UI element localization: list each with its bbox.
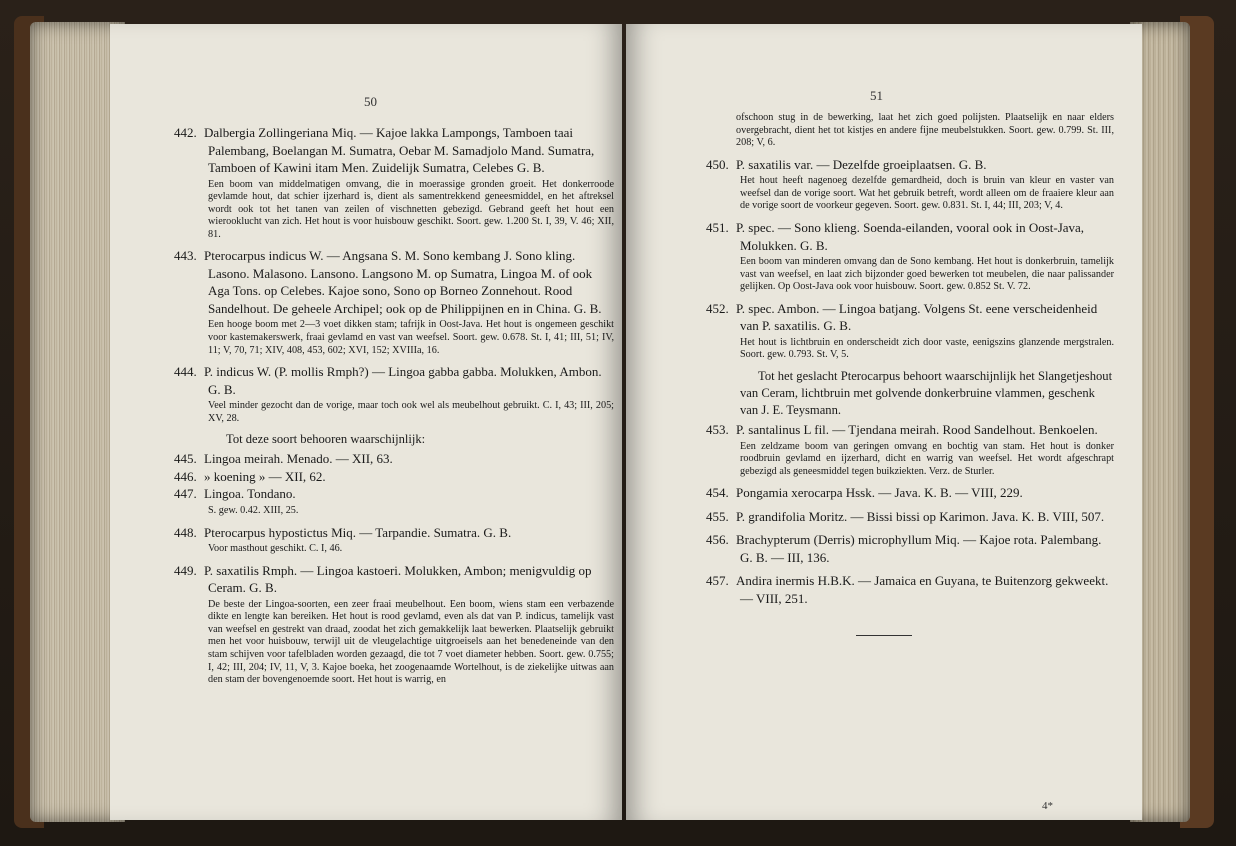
entry-number: 456. [706,532,729,548]
entry-heading: Pterocarpus indicus W. — Angsana S. M. Sono kembang J. Sono kling. Lasono. Malasono. Lansono. Langsono M. op Sumatra, Lingoa M. of ook Aga Tons. op Celebes. Kajoe sono, Sono op Borneo Zonnehout. Rood Sandelhout. De geheele Archipel; ook op de Philippijnen en in China. G. B. [204,248,602,316]
entry-number: 449. [174,562,197,578]
entry-description: Een boom van minderen omvang dan de Sono kembang. Het hout is donkerbruin, tamelijk vast van weefsel, en laat zich bijzonder goed bewerken tot meubelen, die naar palissander gelijken. Op Oost-Java ook voor huisbouw. Soort. gew. 0.852 St. V. 72. [740,256,1114,293]
entry-heading: Dalbergia Zollingeriana Miq. — Kajoe lakka Lampongs, Tamboen taai Palembang, Boelangan M. Sumatra, Oebar M. Samadjolo Mand. Sumatra, Tamboen of Kawini itam Men. Zuidelijk Sumatra, Celebes G. B. [204,125,595,175]
entry-number: 451. [706,220,729,236]
entry-description: Veel minder gezocht dan de vorige, maar toch ook wel als meubelhout gebruikt. C. I, 43; III, 205; XV, 28. [208,400,614,424]
entry-heading: Andira inermis H.B.K. — Jamaica en Guyana, te Buitenzorg gekweekt. — VIII, 251. [736,573,1109,606]
entry-description: Een boom van middelmatigen omvang, die in moerassige gronden groeit. Het donkerroode gevlamde hout, dat schier ijzerhard is, dient als samentrekkend geneesmiddel, en het aftreksel wordt ook tot het tanen van zeilen of vischnetten gebezigd. Gebrand geeft het hout een wierooklucht van zich. Het hout is voor huisbouw geschikt. Soort. gew. 1.200 St. I, 39, V. 46; XII, 81. [208,178,614,240]
page-number: 50 [364,94,377,109]
entry-description: Het hout heeft nagenoeg dezelfde gemardheid, doch is bruin van kleur en vaster van weefsel dan de vorige soort. Wat het gebruik betreft, wordt alleen om de fraaiere kleur aan de vorige soort de voorkeur gegeven. Soort. gew. 0.831. St. I, 44; III, 203; V, 4. [740,175,1114,212]
left-column [174,124,614,693]
signature-mark: 4* [1042,800,1053,812]
right-column [706,110,1114,636]
entry-heading: Lingoa meirah. Menado. — XII, 63. [204,451,393,467]
entry-number: 452. [706,300,729,316]
entry-heading: » koening » — XII, 62. [204,468,326,484]
entry-heading: Brachypterum (Derris) microphyllum Miq. — Kajoe rota. Palembang. G. B. — III, 136. [736,532,1102,565]
entry-number: 453. [706,422,729,438]
entry-444 [174,363,614,425]
end-rule [856,635,912,636]
entry-449 [174,562,614,687]
entry-457 [706,572,1114,607]
entry-description: Het hout is lichtbruin en onderscheidt zich door vaste, eenigszins glanzende mergstralen. Soort. gew. 0.793. St. V, 5. [740,336,1114,361]
entry-number: 448. [174,524,197,540]
entry-450 [706,156,1114,213]
entry-number: 454. [706,485,729,501]
entry-heading: Pterocarpus hypostictus Miq. — Tarpandie. Sumatra. G. B. [204,524,512,540]
right-page [626,24,1142,820]
entry-number: 450. [706,156,729,172]
entry-description: Een hooge boom met 2—3 voet dikken stam; tafrijk in Oost-Java. Het hout is ongemeen geschikt voor kastemakerswerk, fraai gevlamd en vast van weefsel. Soort. gew. 0.678. St. I, 41; III, 51; IV, 11; V, 70, 71; XIV, 408, 453, 602; XVI, 152; XVIIIa, 16. [208,319,614,356]
section-note: Tot het geslacht Pterocarpus behoort waarschijnlijk het Slangetjeshout van Ceram, lichtbruin met golvende donkerbruine vlammen, geschenk van J. E. Teysmann. [740,369,1113,418]
entry-number: 447. [174,486,197,502]
entry-456 [706,531,1114,566]
entry-heading: P. spec. Ambon. — Lingoa batjang. Volgens St. eene verscheidenheid van P. saxatilis. G. B. [736,300,1098,334]
entry-heading: P. santalinus L fil. — Tjendana meirah. Rood Sandelhout. Benkoelen. [736,422,1098,438]
continued-description: ofschoon stug in de bewerking, laat het zich goed polijsten. Plaatselijk en naar elders overgebracht, dient het tot kistjes en andere fijne meubelstukken. Soort. gew. 0.799. St. III, 208; V, 6. [736,112,1114,149]
entry-447 [174,485,614,517]
entry-442 [174,124,614,241]
entry-451 [706,219,1114,294]
entry-448 [174,524,614,556]
entry-heading: Lingoa. Tondano. [204,486,296,502]
entry-heading: P. saxatilis Rmph. — Lingoa kastoeri. Molukken, Ambon; menigvuldig op Ceram. G. B. [204,562,592,596]
entry-455 [706,508,1114,526]
entry-description: S. gew. 0.42. XIII, 25. [208,504,299,516]
entry-description: Voor masthout geschikt. C. I, 46. [208,543,343,555]
entry-454 [706,484,1114,502]
entry-446 [174,468,614,486]
entry-heading: Pongamia xerocarpa Hssk. — Java. K. B. — VIII, 229. [736,485,1023,501]
entry-number: 445. [174,451,197,467]
entry-number: 446. [174,468,197,484]
left-page [110,24,622,820]
entry-number: 443. [174,248,197,264]
entry-heading: P. indicus W. (P. mollis Rmph?) — Lingoa gabba gabba. Molukken, Ambon. G. B. [204,364,602,397]
section-note: Tot deze soort behooren waarschijnlijk: [226,432,426,447]
entry-443 [174,247,614,357]
entry-number: 444. [174,364,197,380]
entry-heading: P. spec. — Sono klieng. Soenda-eilanden, vooral ook in Oost-Java, Molukken. G. B. [736,220,1085,253]
page-number: 51 [870,88,883,103]
entry-number: 442. [174,125,197,140]
entry-445 [174,450,614,468]
entry-heading: P. saxatilis var. — Dezelfde groeiplaatsen. G. B. [736,156,987,172]
entry-452 [706,300,1114,362]
entry-number: 455. [706,508,729,524]
entry-description: De beste der Lingoa-soorten, een zeer fraai meubelhout. Een boom, wiens stam een verbazende dikte en lengte kan bereiken. Het hout is rood gevlamd, even als dat van P. indicus, tamelijk vast van weefsel en gestrekt van draad, zoodat het zich gemakkelijk laat bewerken. Plaatselijk gebruikt men het voor huisbouw, terwijl uit de vleugelachtige uitgroeisels aan het benedeneinde van den stam schijven voor tafelbladen worden gezaagd, die tot 7 voet diameter hebben. Soort. gew. 0.755; I, 42; III, 204; IV, 11, V, 3. Kajoe boeka, het zoogenaamde Wortelhout, is de ziekelijke uitwas aan den stam der bovengenoemde soort. Het hout is warrig, en [208,598,614,686]
entry-heading: P. grandifolia Moritz. — Bissi bissi op Karimon. Java. K. B. VIII, 507. [736,508,1105,524]
entry-453 [706,421,1114,478]
entry-description: Een zeldzame boom van geringen omvang en bochtig van stam. Het hout is donker roodbruin gevlamd en ijzerhard, dicht en warrig van weefsel. Het wordt afgeschrapt gebezigd als geneesmiddel tegen buikziekten. Verz. de Sturler. [740,440,1114,477]
entry-number: 457. [706,573,729,589]
